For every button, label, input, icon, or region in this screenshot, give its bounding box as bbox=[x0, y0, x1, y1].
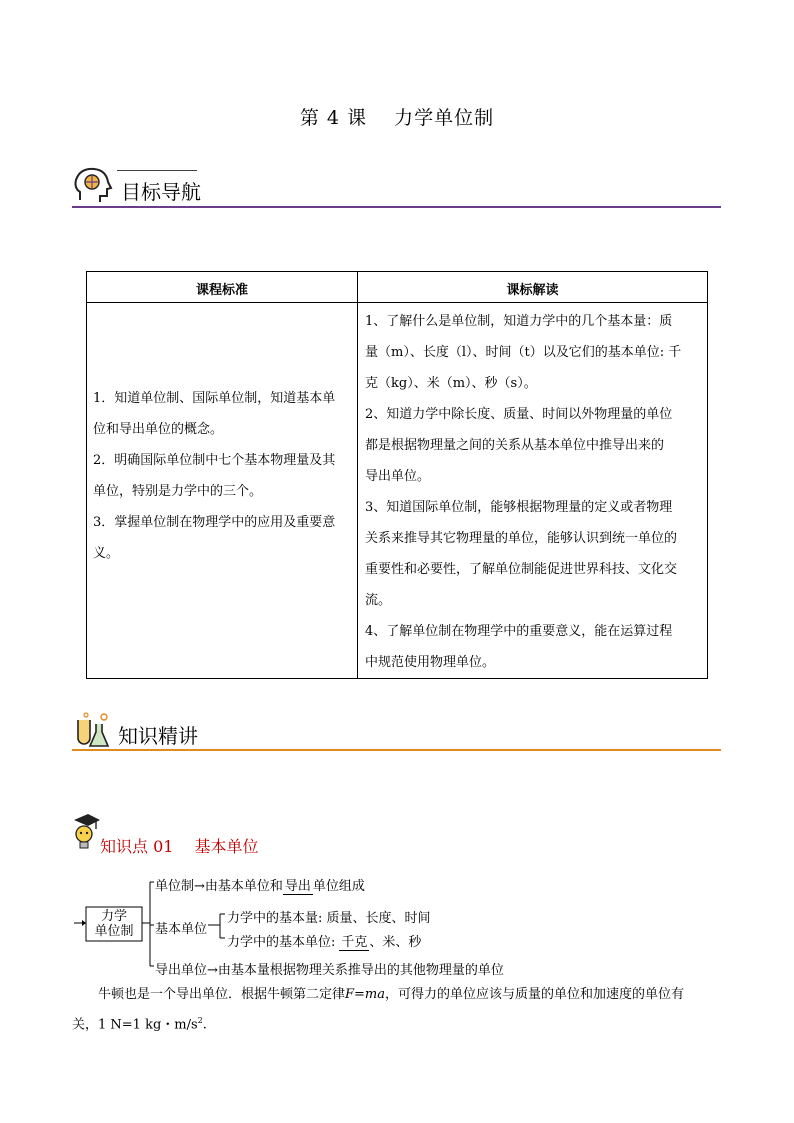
standard-line: 3．掌握单位制在物理学中的应用及重要意 bbox=[93, 515, 336, 530]
interpretation-line: 量（m）、长度（l）、时间（t）以及它们的基本单位: 千 bbox=[365, 345, 682, 360]
table-header-standard: 课程标准 bbox=[195, 283, 248, 298]
diagram-base-quantities: 力学中的基本量: 质量、长度、时间 bbox=[227, 911, 431, 926]
paragraph-text-d: . bbox=[202, 1017, 207, 1033]
standard-line: 1．知道单位制、国际单位制，知道基本单 bbox=[93, 391, 336, 406]
diagram-branch-derived-units: 导出单位→由基本量根据物理关系推导出的其他物理量的单位 bbox=[155, 963, 504, 978]
interpretation-line: 2、知道力学中除长度、质量、时间以外物理量的单位 bbox=[365, 407, 673, 422]
diagram-root-line1: 力学 bbox=[100, 909, 127, 924]
diagram-branch-base-units: 基本单位 bbox=[155, 922, 208, 937]
paragraph-text-c: 关，1 N=1 kg・m/s bbox=[72, 1017, 198, 1033]
interpretation-line: 3、知道国际单位制，能够根据物理量的定义或者物理 bbox=[365, 500, 673, 515]
table-header-divider bbox=[87, 302, 707, 303]
body-paragraph bbox=[72, 982, 722, 1038]
table-cell-interpretation bbox=[365, 306, 705, 678]
diagram-branch-unit-system bbox=[155, 875, 365, 895]
paragraph-line-2 bbox=[72, 1008, 722, 1038]
interpretation-line: 重要性和必要性，了解单位制能促进世界科技、文化交 bbox=[365, 562, 678, 577]
table-column-divider bbox=[357, 272, 358, 678]
graduate-bulb-icon bbox=[70, 812, 102, 852]
lab-flask-icon bbox=[72, 712, 114, 750]
paragraph-line-1 bbox=[72, 982, 722, 1008]
interpretation-line: 1、了解什么是单位制，知道力学中的几个基本量：质 bbox=[365, 314, 673, 329]
interpretation-line: 关系来推导其它物理量的单位，能够认识到统一单位的 bbox=[365, 531, 678, 546]
standard-line: 义。 bbox=[93, 546, 120, 561]
interpretation-line: 都是根据物理量之间的关系从基本单位中推导出来的 bbox=[365, 438, 665, 453]
interpretation-line: 流。 bbox=[365, 593, 392, 608]
paragraph-text-a: 牛顿也是一个导出单位．根据牛顿第二定律 bbox=[98, 987, 346, 1002]
branch1-prefix: 单位制→由基本单位和 bbox=[155, 879, 283, 894]
section-rule-goal bbox=[72, 206, 721, 208]
section-title-goal: 目标导航 bbox=[121, 180, 201, 204]
diagram-root-line2: 单位制 bbox=[94, 924, 134, 939]
interpretation-line: 中规范使用物理单位。 bbox=[365, 655, 496, 670]
branch2b-blank: 千克 bbox=[339, 931, 369, 951]
branch1-suffix: 单位组成 bbox=[312, 879, 365, 894]
diagram-root bbox=[86, 909, 142, 939]
knowledge-point-title: 知识点 01 基本单位 bbox=[100, 837, 259, 856]
interpretation-line: 导出单位。 bbox=[365, 469, 431, 484]
section-rule-knowledge bbox=[72, 749, 721, 751]
interpretation-line: 4、了解单位制在物理学中的重要意义，能在运算过程 bbox=[365, 624, 673, 639]
diagram-base-unit-names bbox=[227, 931, 421, 951]
branch1-blank: 导出 bbox=[283, 875, 313, 895]
exponent: 2 bbox=[197, 1016, 203, 1025]
page-title: 第 4 课 力学单位制 bbox=[299, 107, 495, 129]
brain-head-icon bbox=[72, 166, 114, 206]
table-header-interpretation: 课标解读 bbox=[506, 283, 559, 298]
standard-line: 位和导出单位的概念。 bbox=[93, 422, 224, 437]
newton-formula: F=ma bbox=[345, 987, 386, 1002]
branch2b-prefix: 力学中的基本单位: bbox=[227, 935, 336, 950]
interpretation-line: 克（kg）、米（m）、秒（s）。 bbox=[365, 376, 537, 391]
paragraph-text-b: ，可得力的单位应该与质量的单位和加速度的单位有 bbox=[385, 987, 685, 1002]
standards-table bbox=[86, 271, 708, 679]
standard-line: 2．明确国际单位制中七个基本物理量及其 bbox=[93, 453, 336, 468]
table-cell-standard bbox=[93, 383, 355, 569]
section-header-decoration bbox=[117, 170, 197, 171]
unit-system-diagram bbox=[72, 870, 532, 978]
section-title-knowledge: 知识精讲 bbox=[118, 724, 198, 748]
branch2b-suffix: 、米、秒 bbox=[369, 935, 422, 950]
standard-line: 单位，特别是力学中的三个。 bbox=[93, 484, 263, 499]
